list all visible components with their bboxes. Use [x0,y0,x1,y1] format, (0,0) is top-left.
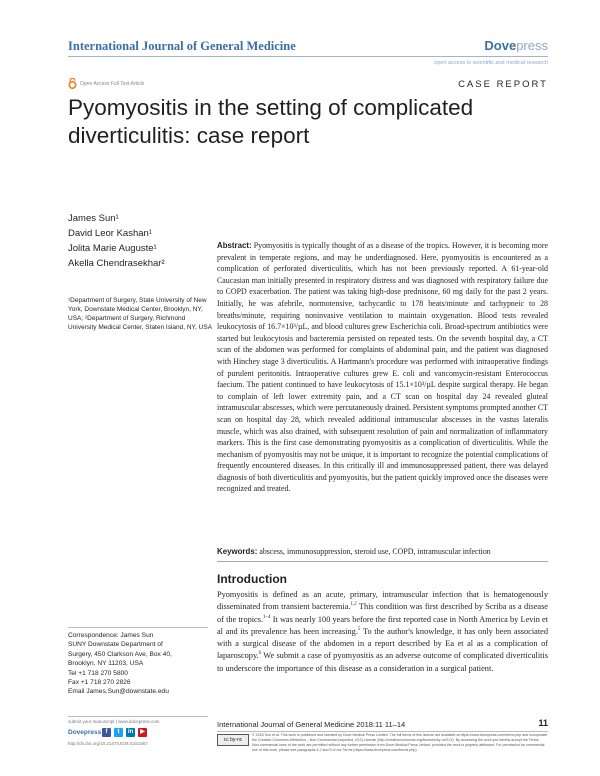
author: James Sun¹ [68,213,119,224]
footer-rule-left [68,716,208,717]
abstract-text: Pyomyositis is typically thought of as a disease of the tropics. However, it is becoming more prevalent in temperate regions, and may be underdiagnosed. Here, pyomyositis is encountered as a complication of perforated diverticulitis, which has not been previously reported. A 61-year-old Caucasian man initially presented in respiratory distress and was diagnosed with respiratory failure due to COPD exacerbation. The patient was taking high-dose prednisone, 60 mg daily for the past 2 years. Initially, he was afebrile, normotensive, tachycardic to 178 beats/minute and tachypneic to 28 breaths/minute, requiring noninvasive ventilation to maintain oxygenation. Blood tests revealed leukocytosis of 16.7×10³/µL, and blood cultures grew Escherichia coli. Broad-spectrum antibiotics were started but leukocytosis and bacteremia persisted on repeated tests. On the seventh hospital day, a CT scan of the abdomen was performed for complaints of abdominal pain, and the patient was diagnosed with Hinchey stage 3 diverticulitis. A Hartmann's procedure was performed with intraoperative findings of purulent peritonitis. Intraoperative cultures grew E. coli and vancomycin-resistant Enterococcus faecium. The patient continued to have leukocytosis of 15.1×10³/µL despite surgical therapy. He began to complain of left lower extremity pain, and a CT scan on hospital day 24 revealed gluteal intramuscular abscesses, which were percutaneously drained. Persistent symptoms prompted another CT scan on hospital day 28, which revealed additional intramuscular abscesses in the vastus lateralis muscle, which was also drained, with subsequent resolution of pain and normalization of inflammatory markers. This is the first case demonstrating pyomyositis as a complication of diverticulitis. While the mechanism of pyomyositis may not be unique, it is important to recognize the potential complications of frequently encountered diseases. In this critically ill and immunosuppressed patient, there was delayed diagnosis of both diverticulitis and pyomyositis, but the patient quickly improved once the diseases were recognized and treated. [217,241,548,494]
article-type: CASE REPORT [458,79,548,90]
twitter-icon[interactable]: t [114,728,123,737]
facebook-icon[interactable]: f [102,728,111,737]
linkedin-icon[interactable]: in [127,729,134,735]
correspondence-line: Correspondence: James Sun [68,632,154,639]
publisher-logo [484,38,548,53]
intro-text: We submit a case of pyomyositis as an adverse outcome of complicated diverticulitis to underscore the importance of this disease as a consideration in a surgical patient. [217,651,548,673]
citation[interactable]: 1–4 [263,614,271,620]
correspondence-line: Tel +1 718 270 5800 [68,669,128,677]
license-text: © 2018 Sun et al. This work is published and licensed by Dove Medical Press Limited. The full terms of this license are available at https://www.dovepress.com/terms.php and incorporate the Creative Commons Attribution – Non Commercial (unported, v3.0) License (http://creativecommons.org/licenses/by-nc/3.0/). By accessing the work you hereby accept the Terms. Non-commercial uses of the work are permitted without any further permission from Dove Medical Press Limited, provided the work is properly attributed. For permission for commercial use of this work, please see paragraphs 4.2 and 5 of our Terms (https://www.dovepress.com/terms.php). [252,733,548,752]
publisher-suffix: press [516,38,548,53]
youtube-icon[interactable]: ▶ [138,728,147,737]
open-access-icon [68,78,77,89]
intro-text: To the author's knowledge, it has only been associated with a surgical disease of the abdomen in a report described by Ea et al as a complication of laparoscopy. [217,626,548,661]
correspondence-rule [68,627,208,628]
author: David Leor Kashan¹ [68,228,152,239]
correspondence-line: Surgery, 450 Clarkson Ave, Box 40, [68,650,172,658]
cc-license-badge[interactable]: cc by-nc [217,734,249,746]
correspondence-line: Brooklyn, NY 11203, USA [68,660,144,668]
citation[interactable]: 1,2 [350,602,357,608]
section-heading-introduction: Introduction [217,572,287,586]
publisher-main: Dove [484,38,517,53]
citation[interactable]: 5 [357,627,361,633]
abstract [217,240,548,495]
abstract-label: Abstract: [217,241,252,250]
keywords [217,546,548,557]
open-access-label: Open Access Full Text Article [80,81,145,87]
journal-name: International Journal of General Medicine [68,39,296,53]
keywords-text: abscess, immunosuppression, steroid use, COPD, intramuscular infection [259,547,491,556]
footer-rule-right [217,731,548,732]
submit-link[interactable]: submit your manuscript | www.dovepress.com [68,719,160,724]
correspondence-email[interactable]: Email James.Sun@downstate.edu [68,688,169,696]
page-number: 11 [538,718,548,728]
citation[interactable]: 6 [258,651,262,657]
footer-dovepress-logo[interactable]: Dovepress [68,729,102,736]
correspondence-line: Fax +1 718 270 2826 [68,679,131,687]
correspondence-block [68,631,213,697]
author: Akella Chendrasekhar² [68,258,165,269]
social-links [102,728,147,737]
author: Jolita Marie Auguste¹ [68,243,157,254]
publisher-tagline: open access to scientific and medical research [434,60,548,66]
header-rule [68,56,548,57]
intro-text: This condition was first described by Scriba as a disease of the tropics. [217,602,548,624]
doi-link[interactable]: http://dx.doi.org/10.2147/IJGM.S151867 [68,741,148,746]
introduction-paragraph [217,589,548,675]
affiliations: ¹Department of Surgery, State University of New York, Downstate Medical Center, Brooklyn, NY, USA; ²Department of Surgery, Richmond University Medical Center, Staten Island, NY, USA [68,297,213,331]
keywords-label: Keywords: [217,547,258,556]
intro-text: Pyomyositis is defined as an acute, primary, intramuscular infection that is hematogenously disseminated from transient bacteremia. [217,590,548,612]
article-title: Pyomyositis in the setting of complicated diverticulitis: case report [68,95,474,148]
keywords-rule [217,561,548,562]
correspondence-line: SUNY Downstate Department of [68,641,163,649]
intro-text: It was nearly 100 years before the first reported case in North America by Levin et al and its prevalence has been increasing. [217,614,549,636]
footer-citation: International Journal of General Medicine 2018:11 11–14 [217,720,406,729]
author-list [68,211,165,271]
